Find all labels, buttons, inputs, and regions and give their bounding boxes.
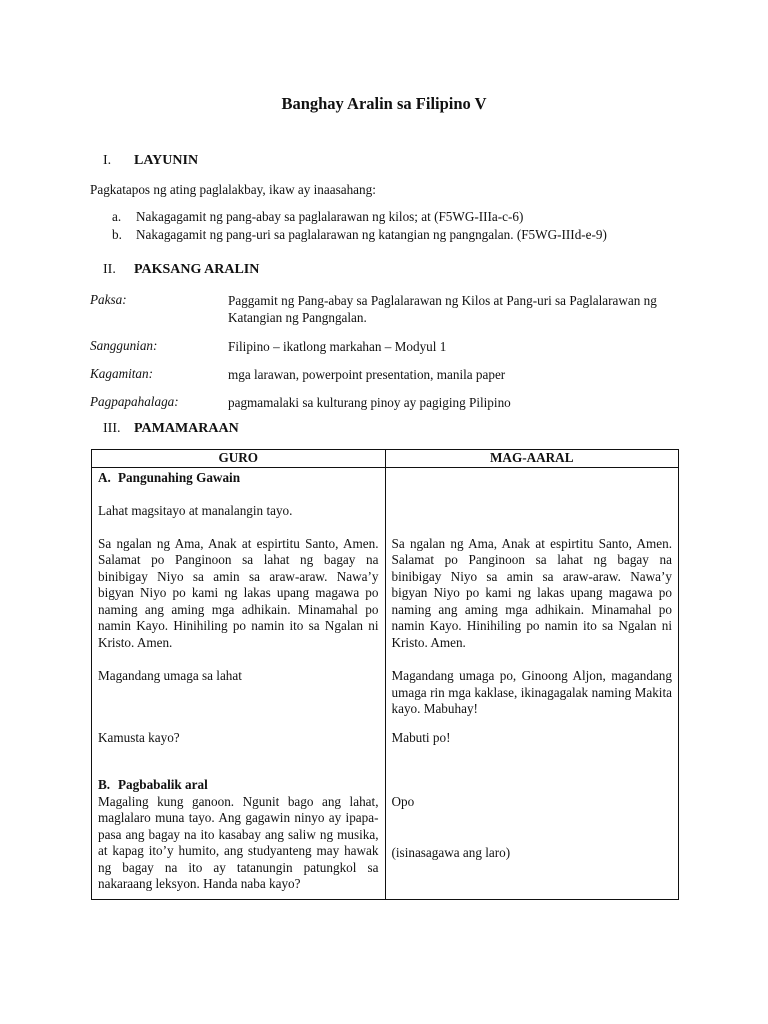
subsection-heading <box>98 470 379 487</box>
objective-item <box>112 227 607 243</box>
intro-text: Pagkatapos ng ating paglalakbay, ikaw ay inaasahang: <box>90 182 376 197</box>
guro-question: Kamusta kayo? <box>98 729 180 745</box>
objective-text: Nakagagamit ng pang-uri sa paglalarawan ng katangian ng pangngalan. (F5WG-IIId-e-9) <box>136 227 607 242</box>
page-title: Banghay Aralin sa Filipino V <box>281 94 487 113</box>
objective-marker: b. <box>112 227 122 242</box>
objective-item <box>112 209 523 225</box>
student-answer: Mabuti po! <box>391 729 451 745</box>
table-header-row <box>92 450 679 468</box>
objective-text: Nakagagamit ng pang-abay sa paglalarawan ng kilos; at (F5WG-IIIa-c-6) <box>136 209 524 224</box>
kagamitan-label: Kagamitan: <box>90 366 154 381</box>
procedure-table <box>91 449 679 900</box>
section-number: III. <box>103 421 121 436</box>
objective-marker: a. <box>112 209 122 224</box>
subsection-marker: A. <box>98 469 111 485</box>
paksa-label: Paksa: <box>90 292 127 307</box>
subsection-title: Pagbabalik aral <box>118 777 208 792</box>
sanggunian-value: Filipino – ikatlong markahan – Modyul 1 <box>228 339 447 354</box>
guro-prayer: Sa ngalan ng Ama, Anak at espirtitu Santo, Amen. Salamat po Panginoon sa lahat ng bagay na binibigay Niyo sa amin sa araw-araw. Nawa’y bigyan Niyo po kami ng lakas upang magawa po naming ang aming mga adhikain. Minamahal po namin Kayo. Hinihiling po namin ito sa Ngalan ni Kristo. Amen. <box>98 535 379 650</box>
section-heading: PAMAMARAAN <box>134 421 239 436</box>
section-paksang-aralin <box>103 262 259 278</box>
paksa-value: Paggamit ng Pang-abay sa Paglalarawan ng Kilos at Pang-uri sa Paglalarawan ng Katangian ng Pangngalan. <box>228 293 657 325</box>
table-row <box>92 467 679 899</box>
section-pamamaraan <box>103 421 239 437</box>
section-number: II. <box>103 262 116 277</box>
guro-cell <box>92 467 386 899</box>
section-heading: PAKSANG ARALIN <box>134 262 260 277</box>
guro-instructions: Magaling kung ganoon. Ngunit bago ang lahat, maglalaro muna tayo. Ang gagawin ninyo ay ipapa-pasa ang bagay na ito kasabay ang saliw ng musika, at kapag ito’y humito, ang studyanteng may hawak ng bagay na ito ay tatanungin patungkol sa nakaraang leksyon. Handa naba kayo? <box>98 793 379 891</box>
subsection-marker: B. <box>98 777 111 792</box>
column-header-guro: GURO <box>92 450 386 468</box>
subsection-title: Pangunahing Gawain <box>118 469 241 485</box>
guro-greeting: Magandang umaga sa lahat <box>98 668 242 683</box>
pagpapahalaga-label: Pagpapahalaga: <box>90 394 179 409</box>
sanggunian-label: Sanggunian: <box>90 338 158 353</box>
kagamitan-value: mga larawan, powerpoint presentation, manila paper <box>228 367 506 382</box>
section-number: I. <box>103 153 112 168</box>
pagpapahalaga-value: pagmamalaki sa kulturang pinoy ay pagiging Pilipino <box>228 395 511 410</box>
student-prayer: Sa ngalan ng Ama, Anak at espirtitu Santo, Amen. Salamat po Panginoon sa lahat ng bagay na binibigay Niyo sa amin sa araw-araw. Nawa’y bigyan Niyo po kami ng lakas upang magawa po naming ang aming mga adhikain. Minamahal po namin Kayo. Hinihiling po namin ito sa Ngalan ni Kristo. Amen. <box>391 535 672 650</box>
column-header-mag-aaral: MAG-AARAL <box>385 450 679 468</box>
section-layunin <box>103 153 198 169</box>
subsection-heading <box>98 777 379 794</box>
mag-aaral-cell <box>385 467 679 899</box>
student-greeting: Magandang umaga po, Ginoong Aljon, magandang umaga rin mga kaklase, ikinagagalak naming Makita kayo. Mabuhay! <box>391 668 672 716</box>
section-heading: LAYUNIN <box>134 153 199 168</box>
guro-line: Lahat magsitayo at manalangin tayo. <box>98 503 293 518</box>
student-answer: Opo <box>391 794 415 809</box>
student-action: (isinasagawa ang laro) <box>391 844 511 860</box>
